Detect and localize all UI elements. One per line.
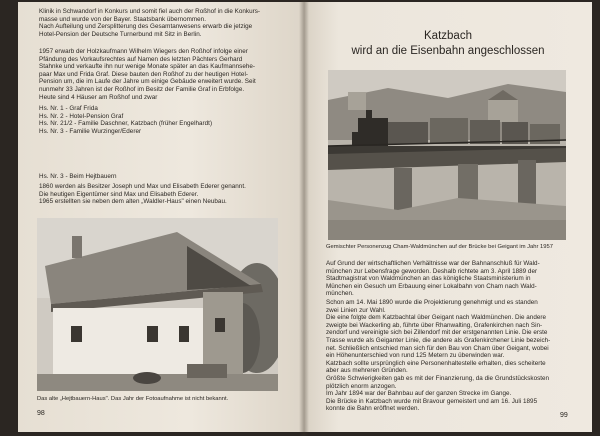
hejtbauern-house-photo	[37, 218, 278, 391]
right-page	[304, 2, 592, 432]
house-list-item: Hs. Nr. 2 - Hotel-Pension Graf	[39, 112, 124, 120]
house-list-item: Hs. Nr. 21/2 - Familie Daschner, Katzbach (früher Engelhardt)	[39, 120, 213, 128]
section-heading: Hs. Nr. 3 - Beim Hejtbauern	[39, 173, 117, 180]
left-page	[18, 2, 304, 432]
chapter-title: Katzbach	[424, 30, 472, 42]
photo-caption: Gemischter Personenzug Cham-Waldmünchen auf der Brücke bei Geigant im Jahr 1957	[326, 244, 553, 250]
photo-caption: Das alte „Hejtbauern-Haus". Das Jahr der Fotoaufnahme ist nicht bekannt.	[37, 396, 229, 402]
right-paragraph-2: Schon am 14. Mai 1890 wurde die Projektierung genehmigt und es standen zwei Linien zur Wahl. Die eine folgte dem Katzbachtal über Geigant nach Waldmünchen. Die andere zweigte bei Wackerling ab, führte über Rhanwalting, Grafenkirchen nach Sin- zendorf und vereinigte sich bei Zillendorf mit der erstgenannten Linie. Die erste Trasse wurde als Geiganter Linie, die andere als Grafenkirchener Linie bezeich- net. Schließlich entschied man sich für den Bau von Cham über Geigant, wobei ein Höhenunterschied von rund 125 Metern zu überwinden war. Katzbach sollte ursprünglich eine Personenhaltestelle erhalten, dies scheiterte aber aus mehreren Gründen. Größte Schwierigkeiten gab es mit der Finanzierung, da die Grundstückskosten plötzlich enorm anzogen. Im Jahr 1894 war der Bahnbau auf der ganzen Strecke im Gange. Die Brücke in Katzbach wurde mit Bravour gemeistert und am 16. Juli 1895 konnte die Bahn eröffnet werden.	[326, 299, 551, 413]
page-number: 98	[37, 410, 45, 417]
left-paragraph-2: 1957 erwarb der Holzkaufmann Wilhelm Wiegers den Roßhof infolge einer Pfändung des Vorkaufsrechtes auf Namen des letzten Pächters Gerhard Stahnke und verkaufte ihn nur wenige Monate später an das Kaufmannsehe- paar Max und Frida Graf. Diese bauten den Roßhof zu der heutigen Hotel- Pension um, die im Laufe der Jahre um einige Gebäude erweitert wurde. Seit nunmehr 33 Jahren ist der Roßhof im Besitz der Familie Graf in Erbfolge. Heute sind 4 Häuser am Roßhof und zwar	[39, 48, 256, 101]
left-paragraph-3: 1860 werden als Besitzer Joseph und Max und Elisabeth Ederer genannt. Die heutigen Eigentümer sind Max und Elisabeth Ederer. 1965 erstellten sie neben dem alten „Waldler-Haus" einen Neubau.	[39, 183, 246, 206]
book-gutter	[299, 0, 309, 436]
house-list-item: Hs. Nr. 3 - Familie Wurzinger/Ederer	[39, 127, 142, 135]
house-list-item: Hs. Nr. 1 - Graf Frida	[39, 105, 98, 112]
left-paragraph-1: Klinik in Schwandorf in Konkurs und somit fiel auch der Roßhof in die Konkurs- masse und wurde von der Bayer. Staatsbank übernommen. Nach Aufteilung und Zersplitterung des Gesamtanwesens erwarb die jetzige Hotel-Pension der Deutsche Turnerbund mit Sitz in Berlin.	[39, 8, 261, 38]
right-paragraph-1: Auf Grund der wirtschaftlichen Verhältnisse war der Bahnanschluß für Wald- münchen zur Lebensfrage geworden. Deshalb richtete am 3. April 1889 der Stadtmagistrat von Waldmünchen an das königliche Staatsministerium in München ein Gesuch um Erbauung einer Lokalbahn von Cham nach Wald- münchen.	[326, 260, 540, 298]
page-number: 99	[560, 412, 568, 419]
train-bridge-photo	[328, 70, 566, 240]
chapter-subtitle: wird an die Eisenbahn angeschlossen	[351, 45, 545, 57]
